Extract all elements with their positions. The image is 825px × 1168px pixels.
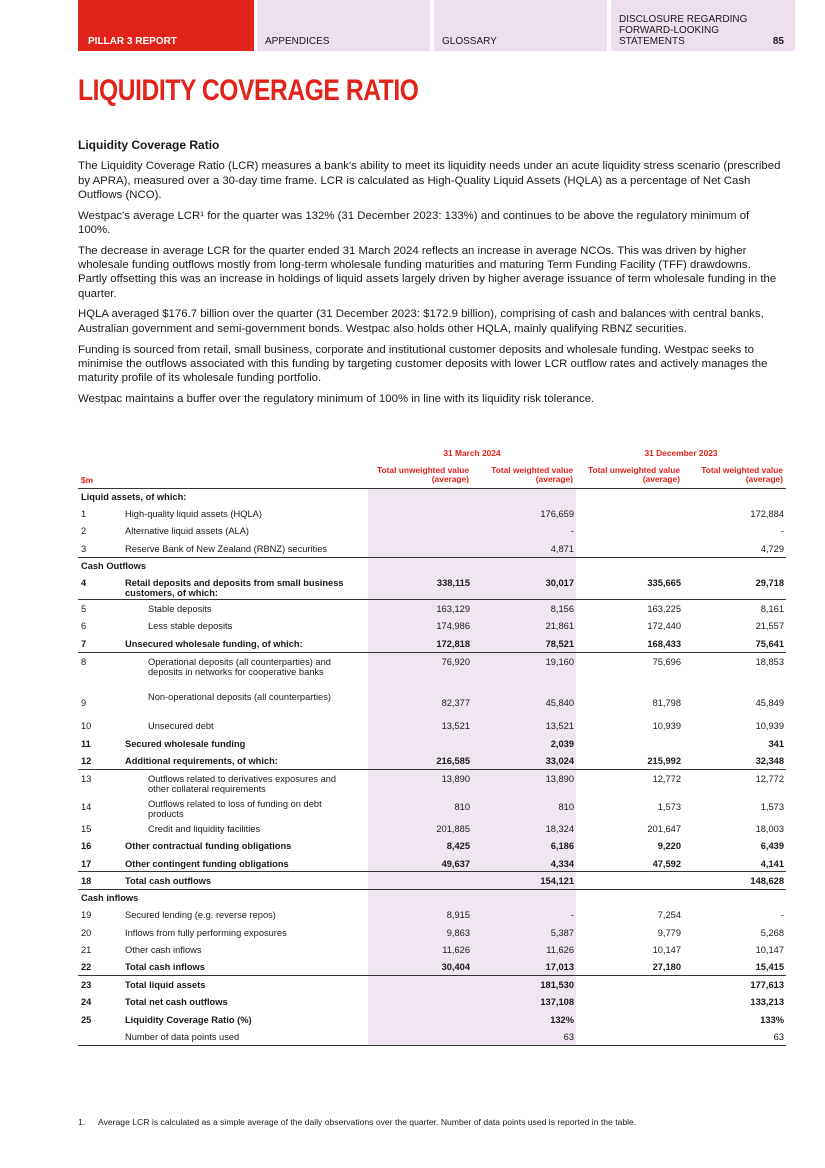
value-unweighted-dec-2023: 10,939 <box>652 721 681 732</box>
row-number: 16 <box>81 841 92 852</box>
table-row <box>78 688 786 717</box>
body-text <box>78 138 783 413</box>
footnote <box>78 1117 636 1127</box>
column-header-weighted: Total weighted value (average) <box>683 462 786 488</box>
table-row <box>78 924 786 941</box>
section-label: Liquid assets, of which: <box>78 488 368 505</box>
table-row <box>78 752 786 769</box>
value-weighted-mar-2024: 5,387 <box>472 924 576 941</box>
table-row <box>78 872 786 889</box>
value-unweighted-mar-2024: 8,425 <box>368 837 472 854</box>
section-heading: Liquidity Coverage Ratio <box>78 138 220 152</box>
row-label: Total net cash outflows <box>125 997 228 1008</box>
row-number: 21 <box>81 945 92 956</box>
row-label: Other contractual funding obligations <box>125 841 292 852</box>
value-weighted-mar-2024: 154,121 <box>472 872 576 889</box>
table-row <box>78 837 786 854</box>
value-weighted-mar-2024: 21,861 <box>472 617 576 634</box>
value-weighted-dec-2023: 63 <box>683 1028 786 1045</box>
tab-appendices[interactable] <box>257 0 430 51</box>
row-number: 19 <box>81 910 92 921</box>
section-label: Cash inflows <box>78 889 368 906</box>
row-label: Outflows related to loss of funding on debt products <box>148 798 322 820</box>
row-number: 13 <box>81 773 92 784</box>
table-row <box>78 717 786 734</box>
value-weighted-dec-2023: 29,718 <box>683 574 786 600</box>
value-weighted-mar-2024: 13,890 <box>472 769 576 795</box>
empty-cell <box>472 488 576 505</box>
value-weighted-mar-2024: 176,659 <box>472 505 576 522</box>
value-unweighted-mar-2024: 76,920 <box>368 652 472 688</box>
value-unweighted-mar-2024: 810 <box>368 795 472 820</box>
row-label: Retail deposits and deposits from small business customers, of which: <box>121 574 368 600</box>
empty-cell <box>472 889 576 906</box>
empty-cell <box>368 557 472 574</box>
row-label: Outflows related to derivatives exposures and other collateral requirements <box>148 773 337 795</box>
row-label: Unsecured debt <box>148 721 214 732</box>
value-unweighted-dec-2023: 168,433 <box>576 635 683 652</box>
row-number: 2 <box>81 526 87 537</box>
unit-label: $m <box>78 462 121 488</box>
value-weighted-mar-2024: 18,324 <box>472 820 576 837</box>
row-label: Other cash inflows <box>125 945 202 956</box>
row-label: Secured wholesale funding <box>125 738 246 749</box>
row-number: 22 <box>78 958 121 975</box>
value-weighted-mar-2024: 2,039 <box>472 735 576 752</box>
value-unweighted-mar-2024: 82,377 <box>368 688 472 717</box>
value-unweighted-mar-2024 <box>368 522 472 539</box>
table-row <box>78 769 786 795</box>
value-weighted-dec-2023: 133% <box>760 1014 785 1025</box>
value-unweighted-dec-2023 <box>576 872 683 889</box>
table-row <box>78 855 786 872</box>
paragraph: HQLA averaged $176.7 billion over the quarter (31 December 2023: $172.9 billion), comprising of cash and balances with central banks, Australian government and semi-government bonds. Westpac also holds other HQLA, mainly qualifying RBNZ securities. <box>78 308 764 335</box>
table-row <box>78 574 786 600</box>
table-row <box>78 635 786 652</box>
value-unweighted-mar-2024: 172,818 <box>368 635 472 652</box>
row-label: Total liquid assets <box>125 980 206 991</box>
table-row <box>78 889 786 906</box>
value-unweighted-mar-2024 <box>368 1011 472 1028</box>
row-label: Operational deposits (all counterparties) and deposits in networks for cooperative banks <box>148 656 331 678</box>
row-label: High-quality liquid assets (HQLA) <box>125 508 262 519</box>
value-weighted-dec-2023: 148,628 <box>683 872 786 889</box>
value-unweighted-dec-2023: 163,225 <box>647 604 681 615</box>
value-unweighted-mar-2024 <box>368 1028 472 1045</box>
value-weighted-mar-2024: - <box>472 906 576 923</box>
value-unweighted-mar-2024: 163,129 <box>368 600 472 617</box>
empty-cell <box>683 557 786 574</box>
row-number: 17 <box>78 855 121 872</box>
value-weighted-mar-2024: 11,626 <box>472 941 576 958</box>
value-unweighted-mar-2024: 216,585 <box>368 752 472 769</box>
row-label: Secured lending (e.g. reverse repos) <box>125 910 276 921</box>
row-label: Less stable deposits <box>148 621 233 632</box>
value-unweighted-dec-2023 <box>576 993 683 1010</box>
value-weighted-mar-2024: 33,024 <box>472 752 576 769</box>
value-unweighted-mar-2024: 8,915 <box>368 906 472 923</box>
value-weighted-dec-2023: 32,348 <box>683 752 786 769</box>
value-unweighted-dec-2023: 335,665 <box>576 574 683 600</box>
value-weighted-dec-2023: 5,268 <box>760 927 785 938</box>
value-weighted-mar-2024: 78,521 <box>472 635 576 652</box>
value-weighted-mar-2024: 810 <box>472 795 576 820</box>
value-weighted-dec-2023: 18,853 <box>755 656 785 667</box>
row-number: 18 <box>78 872 121 889</box>
row-number: 7 <box>78 635 121 652</box>
value-weighted-dec-2023: 133,213 <box>750 997 785 1008</box>
row-number: 5 <box>81 604 87 615</box>
row-label: Total cash outflows <box>121 872 368 889</box>
value-unweighted-mar-2024: 201,885 <box>368 820 472 837</box>
empty-cell <box>683 889 786 906</box>
value-unweighted-dec-2023: 10,147 <box>652 945 681 956</box>
value-unweighted-dec-2023: 81,798 <box>652 697 681 708</box>
footnote-text: Average LCR is calculated as a simple average of the daily observations over the quarter. Number of data points used is reported in the table. <box>98 1117 637 1127</box>
value-weighted-dec-2023: 6,439 <box>760 841 785 852</box>
table-row <box>78 557 786 574</box>
row-number: 24 <box>81 997 92 1008</box>
table-row <box>78 1011 786 1028</box>
value-unweighted-dec-2023: 172,440 <box>647 621 681 632</box>
value-weighted-dec-2023: 8,161 <box>760 604 785 615</box>
tab-label: GLOSSARY <box>442 36 497 47</box>
footnote-number: 1. <box>78 1117 86 1127</box>
section-label: Cash Outflows <box>78 557 368 574</box>
empty-cell <box>368 889 472 906</box>
value-unweighted-mar-2024: 13,521 <box>368 717 472 734</box>
value-unweighted-mar-2024: 30,404 <box>368 958 472 975</box>
value-weighted-dec-2023: 4,141 <box>683 855 786 872</box>
value-weighted-mar-2024: 17,013 <box>472 958 576 975</box>
value-weighted-dec-2023: - <box>780 910 785 921</box>
value-unweighted-mar-2024 <box>368 735 472 752</box>
table-row <box>78 976 786 993</box>
value-weighted-mar-2024: 13,521 <box>472 717 576 734</box>
paragraph: Funding is sourced from retail, small business, corporate and institutional customer deposits and wholesale funding. Westpac seeks to minimise the outflows associated with this funding by targeting customer deposits with lower LCR outflow rates and actively manages the maturity profile of its wholesale funding portfolio. <box>78 343 768 385</box>
row-label: Credit and liquidity facilities <box>148 823 261 834</box>
table-row <box>78 958 786 975</box>
page-number: 85 <box>772 36 784 47</box>
row-number: 12 <box>78 752 121 769</box>
empty-cell <box>683 488 786 505</box>
value-unweighted-dec-2023: 201,647 <box>647 823 681 834</box>
tab-pillar-3-report[interactable] <box>78 0 254 51</box>
tab-glossary[interactable] <box>434 0 607 51</box>
value-unweighted-mar-2024 <box>368 505 472 522</box>
table-row <box>78 488 786 505</box>
table-row <box>78 820 786 837</box>
value-weighted-dec-2023: 15,415 <box>683 958 786 975</box>
column-header-weighted: Total weighted value (average) <box>472 462 576 488</box>
value-weighted-mar-2024: 6,186 <box>472 837 576 854</box>
column-header-unweighted: Total unweighted value (average) <box>368 462 472 488</box>
value-weighted-dec-2023: 1,573 <box>760 802 785 813</box>
value-weighted-mar-2024: 8,156 <box>472 600 576 617</box>
value-weighted-dec-2023: 177,613 <box>750 980 785 991</box>
row-number <box>78 1028 121 1045</box>
value-unweighted-dec-2023: 47,592 <box>576 855 683 872</box>
value-unweighted-dec-2023 <box>576 540 683 557</box>
value-weighted-mar-2024: 30,017 <box>472 574 576 600</box>
value-weighted-mar-2024: 132% <box>472 1011 576 1028</box>
value-unweighted-dec-2023 <box>576 522 683 539</box>
paragraph: The decrease in average LCR for the quarter ended 31 March 2024 reflects an increase in average NCOs. This was driven by higher wholesale funding outflows mostly from long-term wholesale funding maturities and maturing Term Funding Facility (TFF) drawdowns. Partly offsetting this was an increase in holdings of liquid assets largely driven by higher average issuance of term wholesale funding in the quarter. <box>78 244 777 300</box>
row-number: 8 <box>81 656 87 667</box>
row-number: 11 <box>81 738 91 749</box>
row-label: Number of data points used <box>121 1028 368 1045</box>
table-row <box>78 941 786 958</box>
value-unweighted-dec-2023: 1,573 <box>657 802 681 813</box>
value-weighted-mar-2024: - <box>472 522 576 539</box>
empty-cell <box>576 488 683 505</box>
empty-cell <box>576 889 683 906</box>
row-label: Total cash inflows <box>121 958 368 975</box>
row-label: Reserve Bank of New Zealand (RBNZ) securities <box>125 543 328 554</box>
row-label: Additional requirements, of which: <box>121 752 368 769</box>
period-header-december-2023: 31 December 2023 <box>644 448 718 458</box>
value-unweighted-dec-2023: 9,220 <box>657 841 681 852</box>
value-weighted-dec-2023: 172,884 <box>750 508 785 519</box>
row-label: Other contingent funding obligations <box>121 855 368 872</box>
value-unweighted-dec-2023: 12,772 <box>652 773 681 784</box>
row-label: Alternative liquid assets (ALA) <box>125 526 250 537</box>
empty-cell <box>368 488 472 505</box>
value-weighted-mar-2024: 63 <box>472 1028 576 1045</box>
value-unweighted-dec-2023: 75,696 <box>652 656 681 667</box>
value-unweighted-dec-2023: 7,254 <box>657 910 681 921</box>
value-unweighted-mar-2024 <box>368 993 472 1010</box>
empty-cell <box>576 557 683 574</box>
paragraph: The Liquidity Coverage Ratio (LCR) measures a bank's ability to meet its liquidity needs under an acute liquidity stress scenario (prescribed by APRA), measured over a 30-day time frame. LCR is calculated as High-Quality Liquid Assets (HQLA) as a percentage of Net Cash Outflows (NCO). <box>78 160 781 201</box>
row-number: 10 <box>81 721 92 732</box>
tab-label: DISCLOSURE REGARDING FORWARD-LOOKING STATEMENTS <box>619 14 748 47</box>
table-row <box>78 906 786 923</box>
value-weighted-mar-2024: 45,840 <box>472 688 576 717</box>
value-unweighted-dec-2023 <box>576 505 683 522</box>
row-number: 25 <box>81 1014 92 1025</box>
tab-disclosure[interactable] <box>611 0 795 51</box>
row-number: 9 <box>81 697 87 708</box>
value-weighted-dec-2023: 10,939 <box>755 721 785 732</box>
value-weighted-dec-2023: 21,557 <box>755 621 785 632</box>
value-weighted-dec-2023: 18,003 <box>755 823 785 834</box>
value-unweighted-mar-2024: 49,637 <box>368 855 472 872</box>
table-body <box>78 488 786 1045</box>
value-unweighted-dec-2023 <box>576 735 683 752</box>
page-title: LIQUIDITY COVERAGE RATIO <box>78 74 419 107</box>
value-unweighted-mar-2024: 174,986 <box>368 617 472 634</box>
value-unweighted-mar-2024 <box>368 976 472 993</box>
period-header-march-2024: 31 March 2024 <box>443 448 501 458</box>
value-weighted-dec-2023: 45,849 <box>755 697 785 708</box>
value-unweighted-dec-2023 <box>576 1011 683 1028</box>
table-row <box>78 617 786 634</box>
value-unweighted-dec-2023: 9,779 <box>657 927 681 938</box>
row-label: Stable deposits <box>148 604 212 615</box>
value-weighted-dec-2023: 4,729 <box>760 543 785 554</box>
table-row <box>78 652 786 688</box>
value-weighted-dec-2023: 75,641 <box>683 635 786 652</box>
table-row <box>78 993 786 1010</box>
lcr-table-container <box>78 448 786 1046</box>
value-unweighted-dec-2023 <box>576 1028 683 1045</box>
row-number: 6 <box>81 621 87 632</box>
value-unweighted-mar-2024 <box>368 872 472 889</box>
value-weighted-mar-2024: 4,334 <box>472 855 576 872</box>
column-header-unweighted: Total unweighted value (average) <box>576 462 683 488</box>
row-number: 15 <box>81 823 92 834</box>
value-unweighted-dec-2023: 215,992 <box>576 752 683 769</box>
value-unweighted-dec-2023: 27,180 <box>576 958 683 975</box>
value-unweighted-mar-2024: 13,890 <box>368 769 472 795</box>
value-weighted-dec-2023: 10,147 <box>755 945 785 956</box>
paragraph: Westpac maintains a buffer over the regulatory minimum of 100% in line with its liquidity risk tolerance. <box>78 392 595 405</box>
row-number: 14 <box>81 802 92 813</box>
tab-label: APPENDICES <box>265 36 330 47</box>
row-label: Inflows from fully performing exposures <box>125 927 287 938</box>
row-number: 4 <box>78 574 121 600</box>
value-weighted-dec-2023: 341 <box>768 738 785 749</box>
table-row <box>78 735 786 752</box>
tab-label: PILLAR 3 REPORT <box>88 36 177 47</box>
value-weighted-mar-2024: 137,108 <box>472 993 576 1010</box>
table-row <box>78 522 786 539</box>
row-label: Unsecured wholesale funding, of which: <box>121 635 368 652</box>
value-unweighted-mar-2024: 11,626 <box>368 941 472 958</box>
row-label: Non-operational deposits (all counterparties) <box>148 692 331 703</box>
table-row <box>78 795 786 820</box>
empty-cell <box>472 557 576 574</box>
lcr-table <box>78 448 786 1046</box>
paragraph: Westpac's average LCR¹ for the quarter was 132% (31 December 2023: 133%) and continues to be above the regulatory minimum of 100%. <box>78 209 750 236</box>
row-number: 1 <box>81 508 87 519</box>
value-unweighted-dec-2023 <box>576 976 683 993</box>
value-unweighted-mar-2024: 9,863 <box>368 924 472 941</box>
row-number: 23 <box>81 980 92 991</box>
value-unweighted-mar-2024: 338,115 <box>368 574 472 600</box>
row-label: Liquidity Coverage Ratio (%) <box>125 1014 252 1025</box>
table-row <box>78 505 786 522</box>
value-unweighted-mar-2024 <box>368 540 472 557</box>
table-row <box>78 600 786 617</box>
value-weighted-dec-2023: 12,772 <box>755 773 785 784</box>
value-weighted-mar-2024: 4,871 <box>472 540 576 557</box>
value-weighted-mar-2024: 19,160 <box>472 652 576 688</box>
row-number: 3 <box>81 543 87 554</box>
row-number: 20 <box>81 927 92 938</box>
value-weighted-dec-2023: - <box>780 526 785 537</box>
table-row <box>78 1028 786 1045</box>
value-weighted-mar-2024: 181,530 <box>472 976 576 993</box>
table-row <box>78 540 786 557</box>
